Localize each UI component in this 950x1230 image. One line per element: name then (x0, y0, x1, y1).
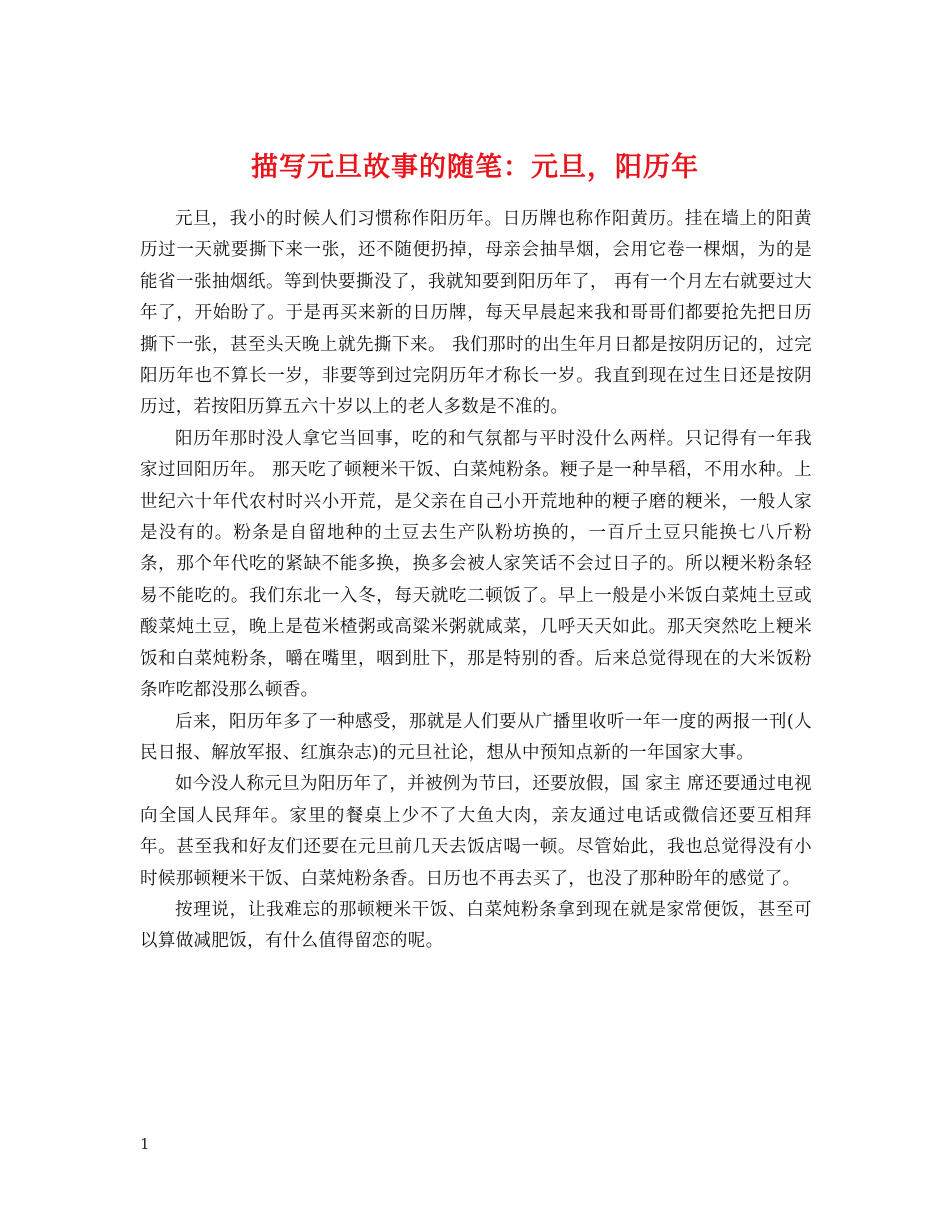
paragraph: 阳历年那时没人拿它当回事，吃的和气氛都与平时没什么两样。只记得有一年我家过回阳历年。 那天吃了顿粳米干饭、白菜炖粉条。粳子是一种旱稻，不用水种。上世纪六十年代农村时兴小开荒，是父亲在自己小开荒地种的粳子磨的粳米，一般人家是没有的。粉条是自留地种的土豆去生产队粉坊换的，一百斤土豆只能换七八斤粉条，那个年代吃的紧缺不能多换，换多会被人家笑话不会过日子的。所以粳米粉条轻易不能吃的。我们东北一入冬，每天就吃二顿饭了。早上一般是小米饭白菜炖土豆或酸菜炖土豆，晚上是苞米楂粥或高粱米粥就咸菜，几呼天天如此。那天突然吃上粳米饭和白菜炖粉条，嚼在嘴里，咽到肚下，那是特别的香。后来总觉得现在的大米饭粉条咋吃都没那么顿香。 (140, 428, 812, 701)
paragraph: 元旦，我小的时候人们习惯称作阳历年。日历牌也称作阳黄历。挂在墙上的阳黄历过一天就要撕下来一张，还不随便扔掉，母亲会抽旱烟，会用它卷一棵烟，为的是能省一张抽烟纸。等到快要撕没了，我就知要到阳历年了， 再有一个月左右就要过大年了，开始盼了。于是再买来新的日历牌，每天早晨起来我和哥哥们都要抢先把日历撕下一张，甚至头天晚上就先撕下来。 我们那时的出生年月日都是按阴历记的，过完阳历年也不算长一岁，非要等到过完阴历年才称长一岁。我直到现在过生日还是按阴历过，若按阳历算五六十岁以上的老人多数是不准的。 (140, 209, 812, 418)
paragraph: 按理说，让我难忘的那顿粳米干饭、白菜炖粉条拿到现在就是家常便饭，甚至可以算做减肥饭，有什么值得留恋的呢。 (140, 899, 812, 952)
paragraph: 如今没人称元旦为阳历年了，并被例为节曰，还要放假，国 家主 席还要通过电视向全国人民拜年。家里的餐桌上少不了大鱼大肉，亲友通过电话或微信还要互相拜年。甚至我和好友们还要在元旦前几天去饭店喝一顿。尽管始此，我也总觉得没有小时候那顿粳米干饭、白菜炖粉条香。日历也不再去买了，也没了那种盼年的感觉了。 (140, 774, 812, 889)
document-title: 描写元旦故事的随笔：元旦，阳历年 (251, 152, 699, 184)
page-number: 1 (140, 1135, 150, 1153)
document-body (140, 204, 812, 958)
paragraph: 后来，阳历年多了一种感受，那就是人们要从广播里收听一年一度的两报一刊(人民日报、解放军报、红旗杂志)的元旦社论，想从中预知点新的一年国家大事。 (140, 711, 812, 763)
